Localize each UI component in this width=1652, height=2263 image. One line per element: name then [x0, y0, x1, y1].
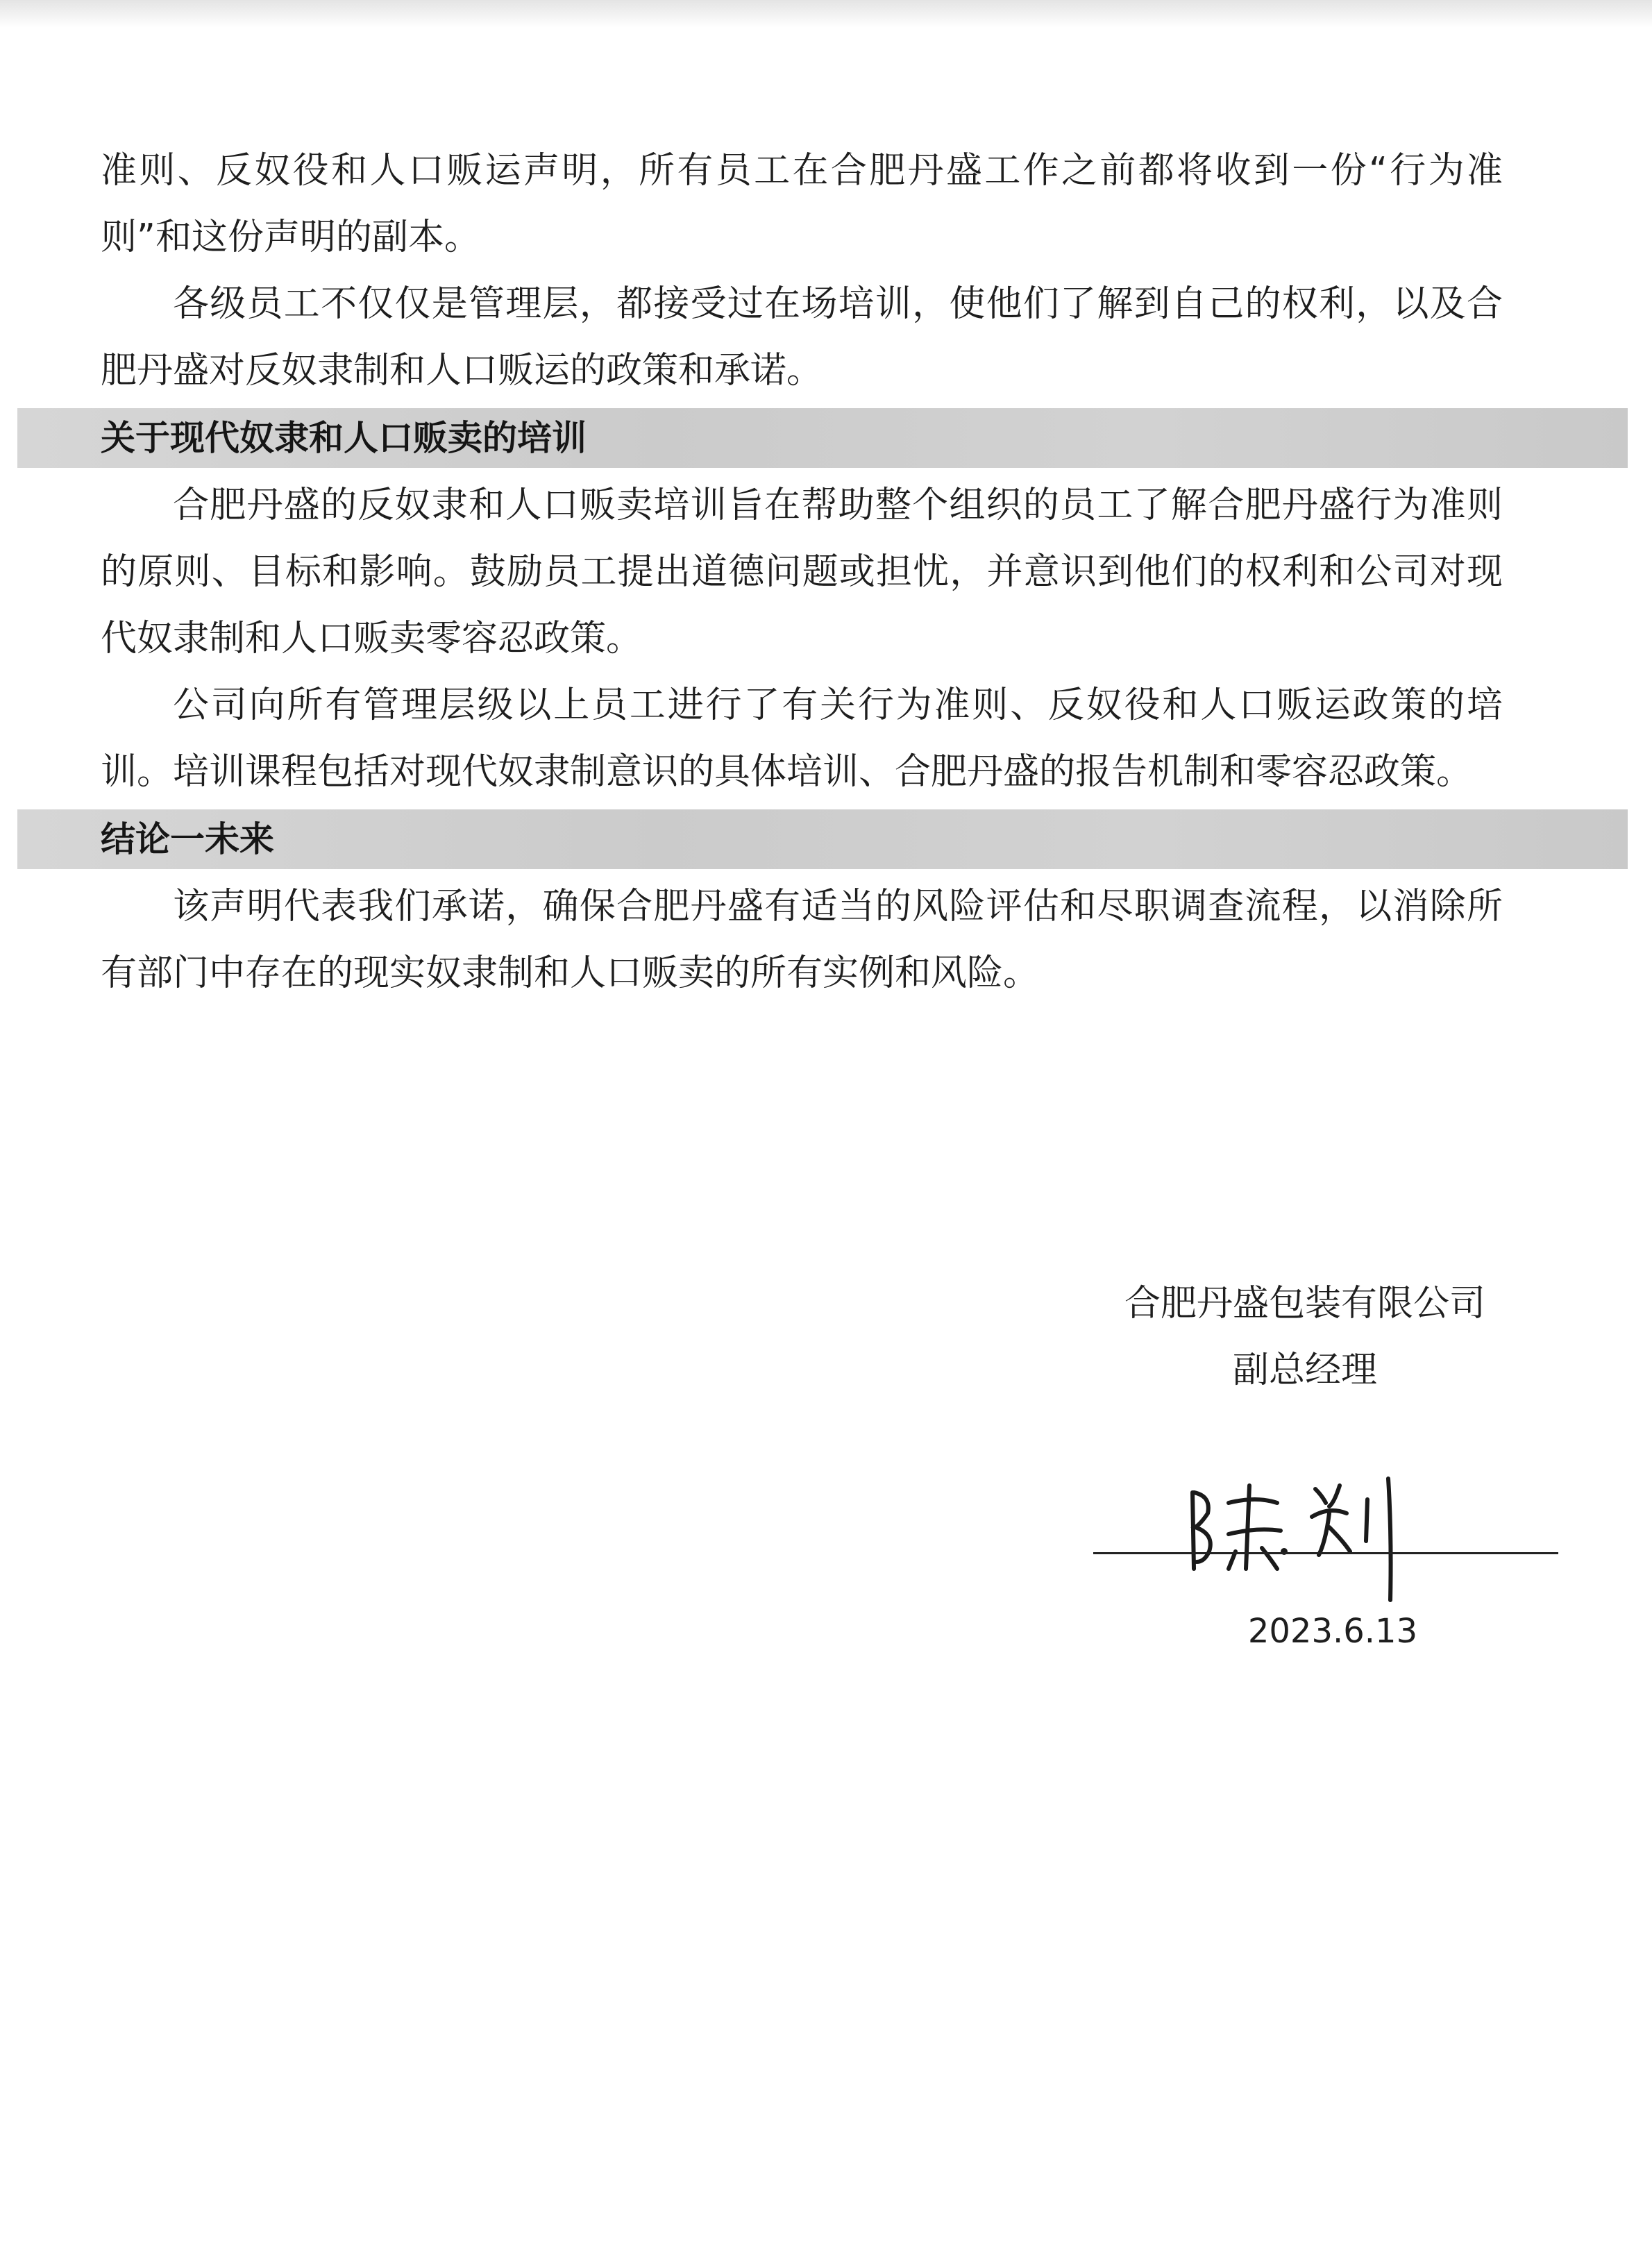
paragraph: 各级员工不仅仅是管理层，都接受过在场培训，使他们了解到自己的权利，以及合肥丹盛对反奴隶制和人口贩运的政策和承诺。: [101, 283, 1503, 392]
document-body: [101, 137, 1503, 1007]
section-header-conclusion: [17, 809, 1628, 869]
company-name: 合肥丹盛包装有限公司: [1124, 1283, 1485, 1324]
signature-line: [1093, 1552, 1558, 1554]
scan-edge-shadow: [0, 0, 1652, 28]
paragraph: 合肥丹盛的反奴隶和人口贩卖培训旨在帮助整个组织的员工了解合肥丹盛行为准则的原则、目标和影响。鼓励员工提出道德问题或担忧，并意识到他们的权利和公司对现代奴隶制和人口贩卖零容忍政策。: [101, 485, 1503, 659]
signer-position: 副总经理: [1232, 1349, 1377, 1391]
paragraph: 准则、反奴役和人口贩运声明，所有员工在合肥丹盛工作之前都将收到一份“行为准则”和这份声明的副本。: [101, 150, 1503, 258]
section-title: 结论一未来: [101, 819, 274, 859]
handwritten-signature: [1180, 1465, 1416, 1604]
section-header-training: [17, 408, 1628, 468]
signature-block: [1083, 1270, 1527, 1404]
paragraph: 该声明代表我们承诺，确保合肥丹盛有适当的风险评估和尽职调查流程，以消除所有部门中存在的现实奴隶制和人口贩卖的所有实例和风险。: [101, 886, 1503, 994]
section-title: 关于现代奴隶和人口贩卖的培训: [101, 418, 587, 458]
signature-date: 2023.6.13: [1247, 1612, 1418, 1651]
paragraph: 公司向所有管理层级以上员工进行了有关行为准则、反奴役和人口贩运政策的培训。培训课程包括对现代奴隶制意识的具体培训、合肥丹盛的报告机制和零容忍政策。: [101, 684, 1503, 793]
